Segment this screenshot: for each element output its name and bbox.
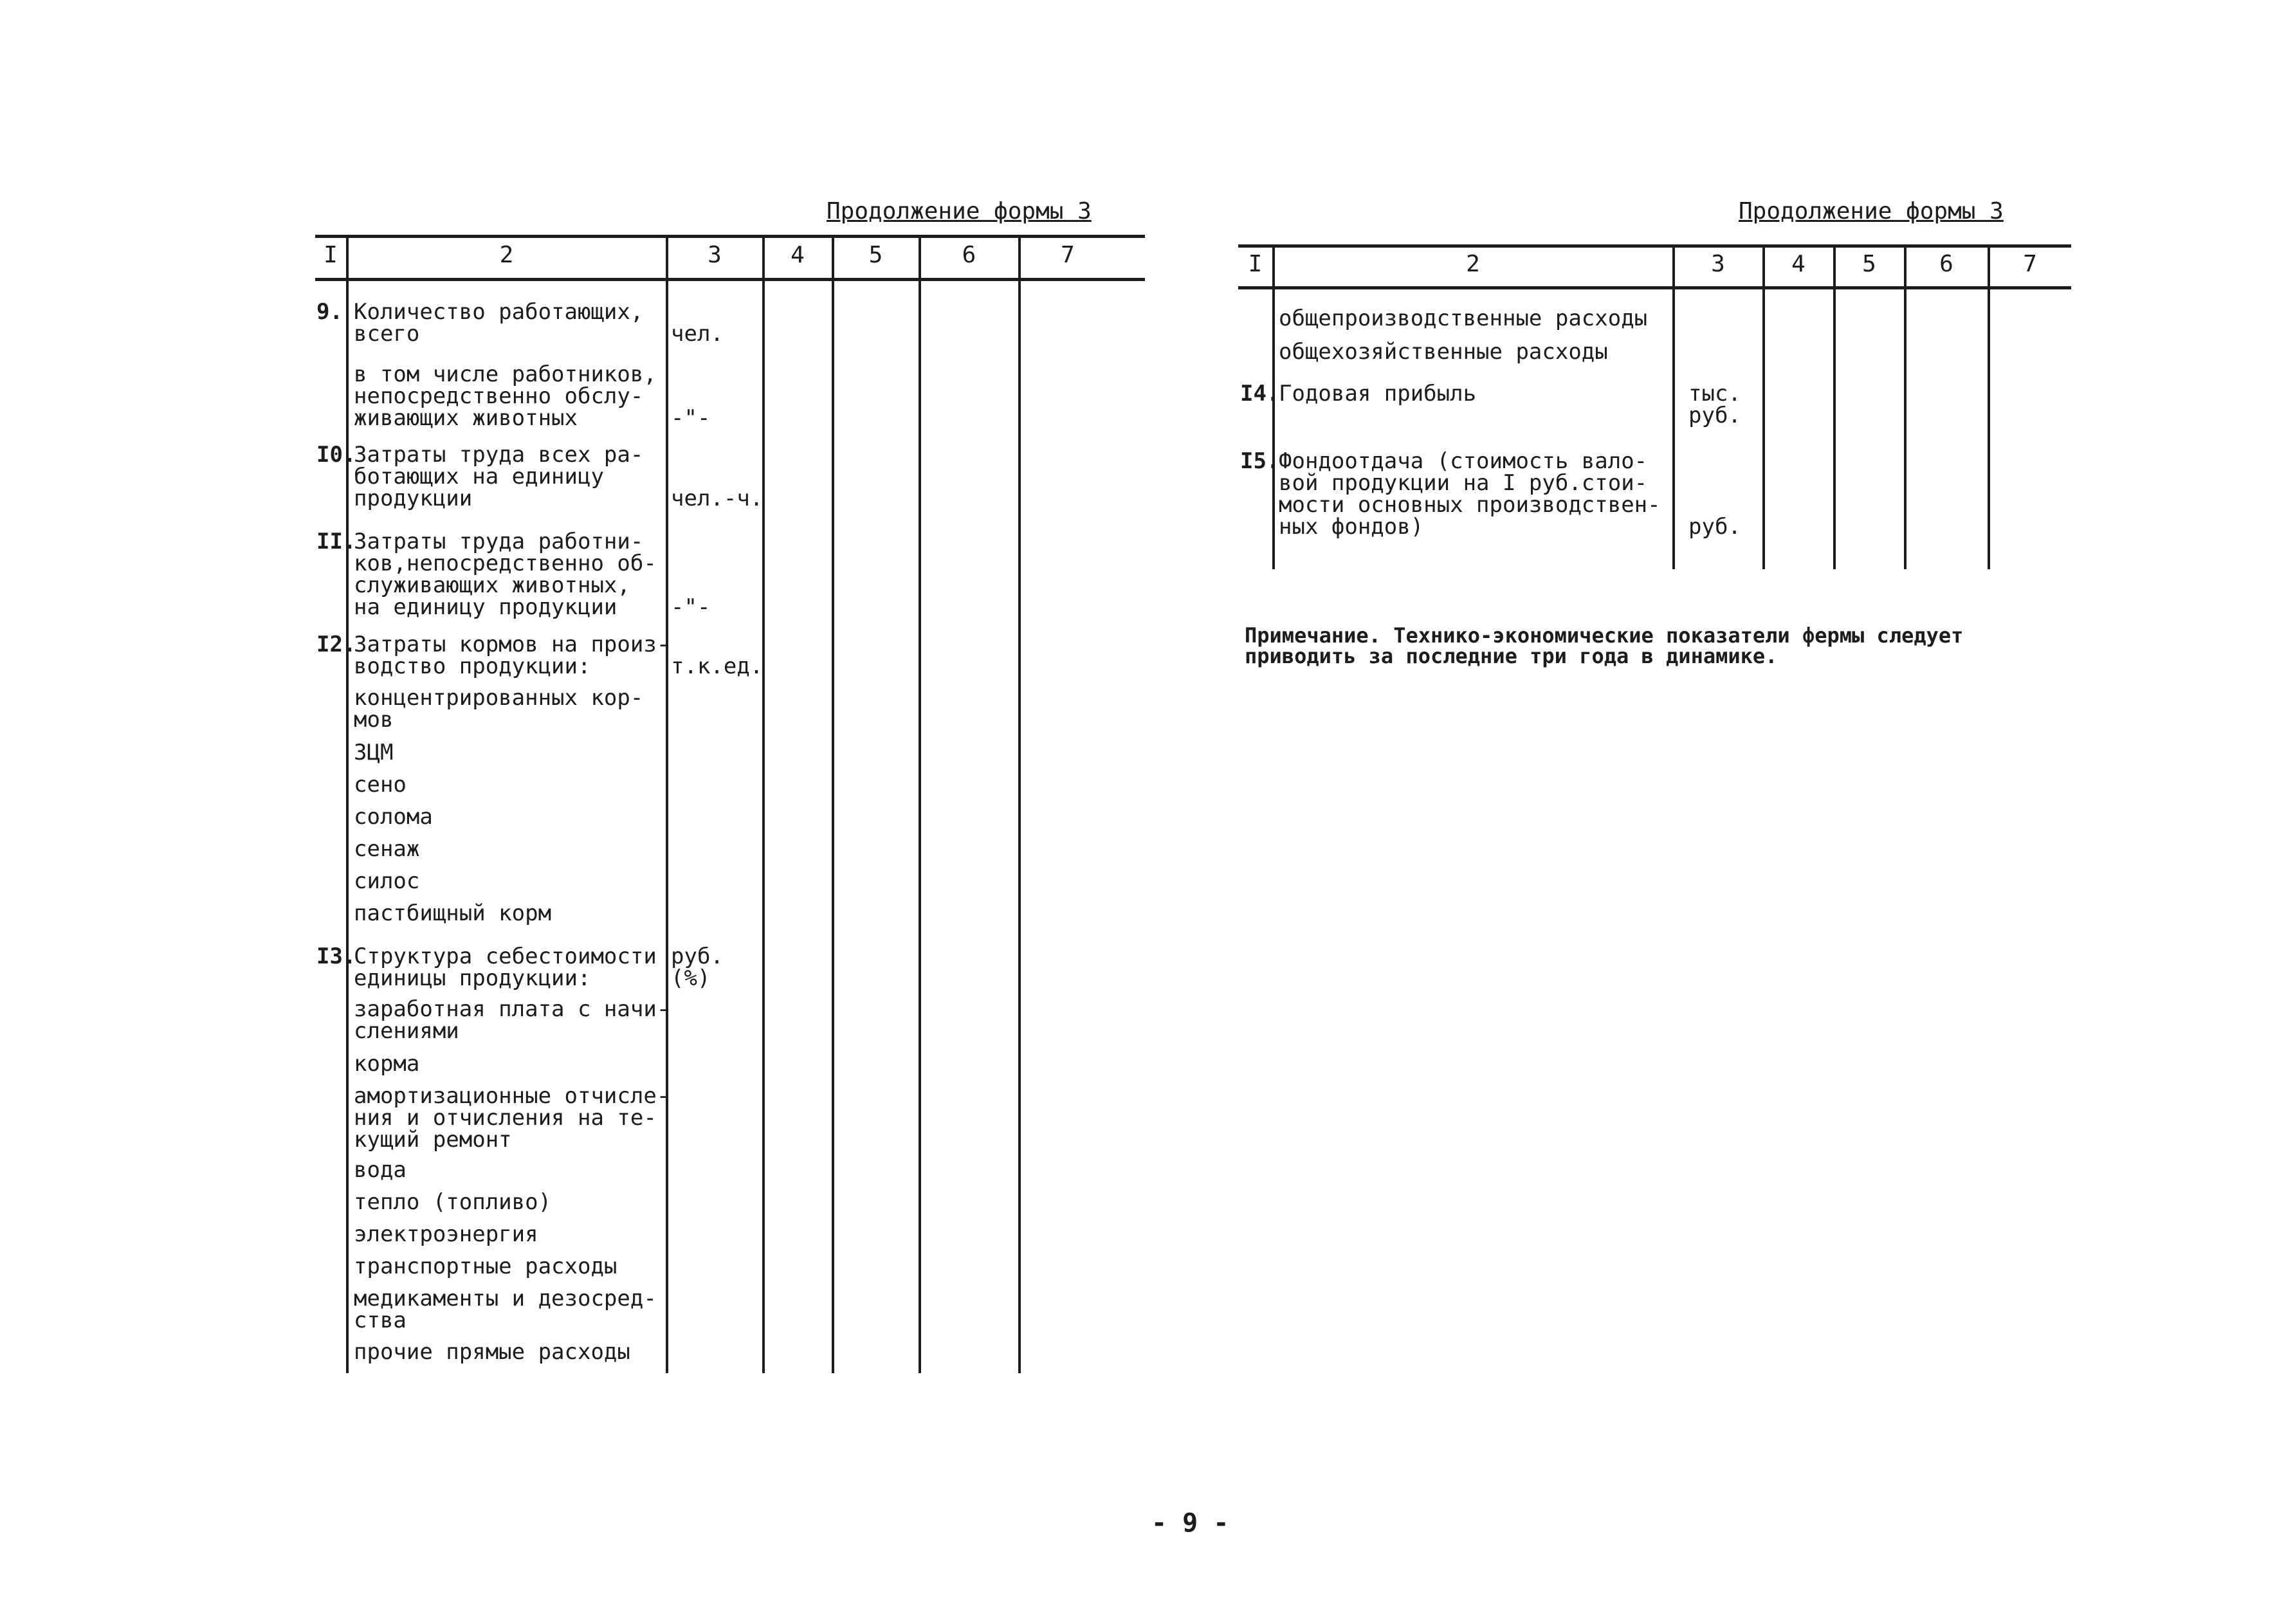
right-header-rule [1238, 286, 2071, 289]
row-text [354, 902, 551, 924]
right-header-4: 4 [1791, 251, 1806, 277]
row-number: I5. [1240, 448, 1280, 474]
row-text-line: заработная плата с начи- [354, 996, 670, 1022]
right-col-divider-1 [1272, 244, 1275, 569]
row-text-line: транспортные расходы [354, 1254, 617, 1279]
row-text-line: Фондоотдача (стоимость вало- [1279, 448, 1648, 474]
row-text [354, 1288, 657, 1331]
row-text [354, 1085, 670, 1151]
row-text-line: всего [354, 321, 420, 347]
row-text [354, 838, 419, 860]
row-text [1279, 383, 1476, 405]
row-unit: -"- [671, 405, 711, 431]
right-top-rule [1238, 244, 2071, 248]
right-col-divider-6 [1988, 244, 1990, 569]
row-text [354, 1191, 551, 1213]
row-text-line: ния и отчисления на те- [354, 1105, 657, 1131]
right-header-5: 5 [1862, 251, 1876, 277]
row-text [354, 1053, 419, 1075]
right-caption: Продолжение формы 3 [1739, 198, 2004, 224]
row-text [354, 806, 433, 828]
row-unit: чел.-ч. [671, 486, 764, 511]
row-text-line: ства [354, 1308, 407, 1333]
row-text [1279, 307, 1647, 329]
row-text [354, 998, 670, 1042]
row-text [354, 634, 670, 677]
right-col-divider-5 [1904, 244, 1907, 569]
row-text-line: общехозяйственные расходы [1279, 339, 1608, 365]
row-text-line: Структура себестоимости [354, 944, 657, 969]
row-text [354, 945, 657, 989]
row-text-line: Годовая прибыль [1279, 381, 1477, 406]
row-text-line: ЗЦМ [354, 740, 394, 765]
row-text [354, 742, 393, 763]
row-text [354, 870, 419, 892]
row-unit: руб. [1688, 514, 1741, 540]
right-header-7: 7 [2023, 251, 2037, 277]
row-text-line: непосредственно обслу- [354, 383, 644, 409]
row-text [354, 444, 643, 509]
row-text-line: живающих животных [354, 405, 578, 431]
row-text [354, 1223, 538, 1245]
row-text-line: Количество работающих, [354, 299, 644, 325]
row-text-line: слениями [354, 1018, 459, 1044]
row-text-line: Затраты труда работни- [354, 529, 644, 554]
row-text-line: силос [354, 868, 420, 894]
row-text-line: сено [354, 772, 407, 798]
row-text-line: Затраты труда всех ра- [354, 442, 644, 468]
row-text [354, 1159, 407, 1181]
left-header-6: 6 [962, 242, 976, 268]
row-text-line: мости основных производствен- [1279, 492, 1661, 518]
right-header-6: 6 [1939, 251, 1953, 277]
row-text-line: ных фондов) [1279, 514, 1424, 540]
row-text [354, 363, 657, 429]
left-col-divider-3 [762, 235, 765, 1373]
row-text-line: электроэнергия [354, 1221, 538, 1247]
row-unit: руб. (%) [671, 944, 724, 991]
left-header-1: I [324, 242, 338, 268]
right-header-3: 3 [1711, 251, 1725, 277]
left-header-3: 3 [708, 242, 722, 268]
row-text-line: продукции [354, 486, 473, 511]
row-text-line: в том числе работников, [354, 361, 657, 387]
row-text [354, 301, 643, 345]
left-header-5: 5 [868, 242, 883, 268]
row-text [354, 1341, 630, 1363]
right-col-divider-3 [1762, 244, 1765, 569]
left-col-divider-4 [832, 235, 834, 1373]
row-text-line: сенаж [354, 836, 420, 862]
right-col-divider-2 [1672, 244, 1675, 569]
row-number: 9. [316, 299, 343, 325]
row-text-line: солома [354, 804, 433, 830]
row-text-line: корма [354, 1051, 420, 1077]
row-text [354, 1255, 617, 1277]
row-text-line: общепроизводственные расходы [1279, 306, 1648, 331]
row-number: I2. [316, 632, 356, 657]
page-number: - 9 - [1151, 1508, 1229, 1538]
left-col-divider-1 [346, 235, 349, 1373]
row-text-line: кущий ремонт [354, 1127, 512, 1153]
left-col-divider-6 [1018, 235, 1021, 1373]
row-text-line: пастбищный корм [354, 900, 552, 926]
row-text [1279, 450, 1661, 538]
left-col-divider-5 [919, 235, 921, 1373]
row-text-line: ботающих на единицу [354, 464, 604, 489]
left-header-7: 7 [1061, 242, 1075, 268]
row-text [354, 774, 407, 796]
row-text-line: вода [354, 1157, 407, 1183]
row-text [1279, 341, 1608, 363]
row-text-line: служивающих животных, [354, 572, 630, 598]
row-number: I4. [1240, 381, 1280, 406]
right-header-2: 2 [1466, 251, 1480, 277]
row-text-line: медикаменты и дезосред- [354, 1286, 657, 1311]
note-text: Примечание. Технико-экономические показатели фермы следует приводить за последние три года в динамике. [1245, 623, 1964, 668]
right-col-divider-4 [1833, 244, 1836, 569]
row-number: I0. [316, 442, 356, 468]
row-text-line: тепло (топливо) [354, 1189, 552, 1215]
right-header-1: I [1248, 251, 1263, 277]
row-text-line: единицы продукции: [354, 965, 591, 991]
row-unit: т.к.ед. [671, 653, 764, 679]
left-header-4: 4 [791, 242, 805, 268]
row-text-line: мов [354, 707, 394, 733]
row-text-line: прочие прямые расходы [354, 1339, 630, 1365]
row-text-line: концентрированных кор- [354, 685, 644, 711]
row-number: II. [316, 529, 356, 554]
left-col-divider-2 [666, 235, 668, 1373]
row-text-line: на единицу продукции [354, 594, 617, 620]
row-text-line: вой продукции на I руб.стои- [1279, 470, 1648, 496]
row-text-line: ков,непосредственно об- [354, 551, 657, 576]
row-number: I3. [316, 944, 356, 969]
row-unit: тыс. руб. [1688, 381, 1741, 428]
row-unit: -"- [671, 594, 711, 620]
row-unit: чел. [671, 321, 724, 347]
row-text-line: Затраты кормов на произ- [354, 632, 670, 657]
left-caption: Продолжение формы 3 [827, 198, 1092, 224]
row-text [354, 687, 643, 731]
row-text-line: водство продукции: [354, 653, 591, 679]
left-header-2: 2 [499, 242, 514, 268]
row-text [354, 531, 657, 618]
row-text-line: амортизационные отчисле- [354, 1083, 670, 1109]
